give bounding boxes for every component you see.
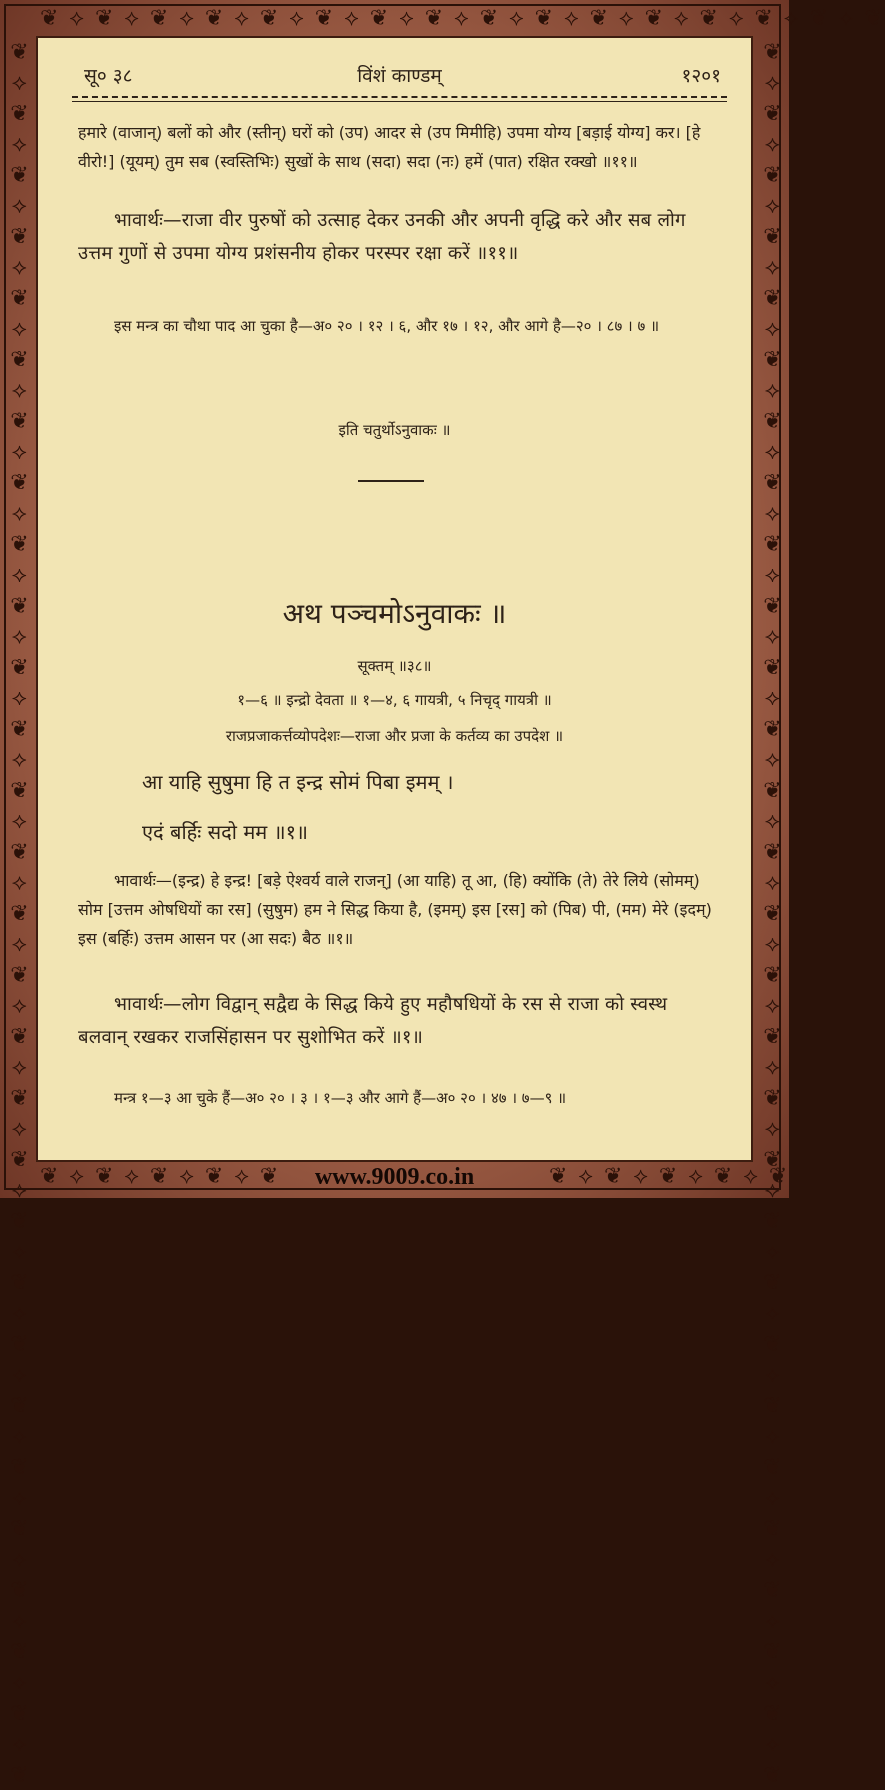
right-scroll-ornament: ❦ ⟡ ❦ ⟡ ❦ ⟡ ❦ ⟡ ❦ ⟡ ❦ ⟡ ❦ ⟡ ❦ ⟡ ❦ ⟡ ❦ ⟡ ❦ ⟡ ❦ ⟡ ❦ ⟡ ❦ ⟡ ❦ ⟡ ❦ ⟡ ❦ ⟡ ❦ ⟡ ❦ ⟡ ❦ ⟡ ❦ ⟡ ❦ ⟡ ❦ ⟡ ❦ ⟡ ❦ ⟡ ❦ ⟡ ❦ ⟡ ❦ ⟡ ❦	[760, 40, 785, 1790]
bottom-left-scroll-ornament: ❦ ⟡ ❦ ⟡ ❦ ⟡ ❦ ⟡ ❦	[40, 1164, 281, 1189]
page-number: १२०१	[681, 65, 721, 87]
mantra-line-1: आ याहि सुषुमा हि त इन्द्र सोमं पिबा इमम् ।	[142, 770, 454, 794]
devata-chhanda-line: १—६ ॥ इन्द्रो देवता ॥ १—४, ६ गायत्री, ५ निचृद् गायत्री ॥	[237, 691, 552, 709]
bhavartha-paragraph: भावार्थः—राजा वीर पुरुषों को उत्साह देकर उनकी और अपनी वृद्धि करे और सब लोग उत्तम गुणों से उपमा योग्य प्रशंसनीय होकर परस्पर रक्षा करें ॥११॥	[78, 210, 686, 264]
anuvaka-end-line: इति चतुर्थोऽनुवाकः ॥	[338, 421, 451, 439]
header-solid-rule	[72, 101, 727, 102]
bottom-right-scroll-ornament: ❦ ⟡ ❦ ⟡ ❦ ⟡ ❦ ⟡ ❦	[549, 1164, 790, 1189]
anuvaka-heading: अथ पञ्चमोऽनुवाकः ॥	[282, 597, 507, 630]
word-meaning-paragraph: भावार्थः—(इन्द्र) हे इन्द्र! [बड़े ऐश्वर्य वाले राजन्] (आ याहि) तू आ, (हि) क्योंकि (ते) तेरे लिये (सोमम्) सोम [उत्तम ओषधियों का रस] (सुषुम) हम ने सिद्ध किया है, (इमम्) इस [रस] को (पिब) पी, (मम) मेरे (इदम्) इस (बर्हिः) उत्तम आसन पर (आ सदः) बैठ ॥१॥	[78, 871, 712, 948]
sukta-title: सूक्तम् ॥३८॥	[357, 657, 432, 675]
commentary-paragraph: हमारे (वाजान्) बलों को और (स्तीन्) घरों को (उप) आदर से (उप मिमीहि) उपमा योग्य [बड़ाई योग्य] कर। [हे वीरो!] (यूयम्) तुम सब (स्वस्तिभिः) सुखों के साथ (सदा) सदा (नः) हमें (पात) रक्षित रक्खो ॥११॥	[78, 123, 701, 171]
top-scroll-ornament: ❦ ⟡ ❦ ⟡ ❦ ⟡ ❦ ⟡ ❦ ⟡ ❦ ⟡ ❦ ⟡ ❦ ⟡ ❦ ⟡ ❦ ⟡ ❦ ⟡ ❦ ⟡ ❦ ⟡ ❦ ⟡ ❦ ⟡ ❦	[40, 6, 885, 31]
book-page	[36, 36, 753, 1162]
reference-note-2: मन्त्र १—३ आ चुके हैं—अ० २० । ३ । १—३ और आगे हैं—अ० २० । ४७ । ७—९ ॥	[114, 1089, 567, 1107]
reference-note: इस मन्त्र का चौथा पाद आ चुका है—अ० २० । १२ । ६, और १७ । १२, और आगे है—२० । ८७ । ७ ॥	[114, 317, 660, 335]
left-scroll-ornament: ❦ ⟡ ❦ ⟡ ❦ ⟡ ❦ ⟡ ❦ ⟡ ❦ ⟡ ❦ ⟡ ❦ ⟡ ❦ ⟡ ❦ ⟡ ❦ ⟡ ❦ ⟡ ❦ ⟡ ❦ ⟡ ❦ ⟡ ❦ ⟡ ❦ ⟡ ❦ ⟡ ❦ ⟡ ❦ ⟡ ❦ ⟡ ❦ ⟡ ❦ ⟡ ❦ ⟡ ❦ ⟡ ❦ ⟡ ❦ ⟡ ❦ ⟡ ❦	[7, 40, 32, 1790]
website-url[interactable]: www.9009.co.in	[314, 1164, 475, 1190]
bhavartha-paragraph-2: भावार्थः—लोग विद्वान् सद्वैद्य के सिद्ध किये हुए महौषधियों के रस से राजा को स्वस्थ बलवान् रखकर राजसिंहासन पर सुशोभित करें ॥१॥	[78, 994, 668, 1048]
header-dashed-rule	[72, 96, 727, 98]
running-header	[72, 58, 727, 88]
kanda-title: विंशं काण्डम्	[357, 65, 442, 87]
section-divider	[358, 480, 424, 482]
sukta-number: सू० ३८	[84, 65, 133, 87]
topic-line: राजप्रजाकर्त्तव्योपदेशः—राजा और प्रजा के कर्तव्य का उपदेश ॥	[225, 727, 564, 745]
mantra-line-2: एदं बर्हिः सदो मम ॥१॥	[142, 820, 308, 844]
